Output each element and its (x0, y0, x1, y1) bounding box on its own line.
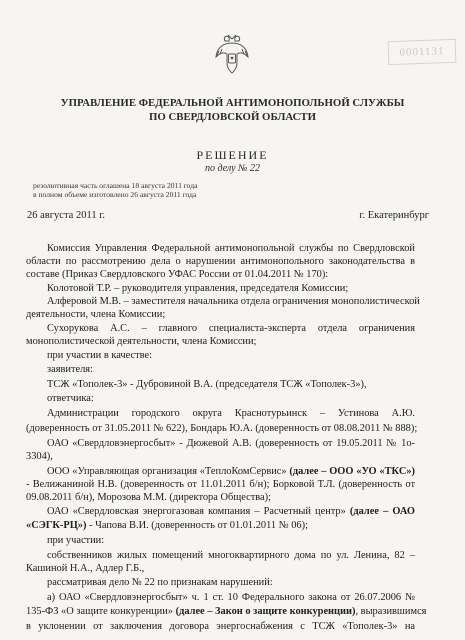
body-line (26, 423, 418, 435)
text-segment: (доверенность от 31.05.2011 № 622), Бондарь Ю.А. (доверенность от 08.08.2011 № 888); (26, 423, 418, 434)
text-segment: в уклонении от заключения договора энергоснабжения с ТСЖ «Тополек-3» на (26, 621, 415, 632)
body-line (47, 243, 415, 255)
decision-city: г. Екатеринбург (359, 210, 429, 221)
text-segment: деятельности, члена Комиссии; (26, 309, 166, 320)
body-line (47, 379, 367, 391)
body-line (26, 336, 256, 348)
text-segment: Сухорукова А.С. – главного специалиста-эксперта отдела ограничения (47, 323, 415, 334)
body-line (47, 550, 415, 562)
body-line (26, 451, 53, 463)
body-line (47, 393, 94, 405)
text-segment: ОАО «Свердловэнергосбыт» - Дюжевой А.В. (доверенность от 19.05.2011 № 1о- (47, 438, 415, 449)
text-segment: ООО «Управляющая организация «ТеплоКомСервис» (47, 466, 290, 477)
text-segment: собственников жилых помещений многоквартирного дома по ул. Ленина, 82 – (47, 550, 415, 561)
text-segment: области по рассмотрению дела о нарушении антимонопольного законодательства в (26, 256, 415, 267)
text-segment: ОАО «Свердловская энергогазовая компания – Расчетный центр» (47, 506, 350, 517)
body-line (26, 606, 427, 618)
agency-name-line-2: ПО СВЕРДЛОВСКОЙ ОБЛАСТИ (148, 111, 317, 123)
body-line (47, 438, 415, 450)
decision-date: 26 августа 2011 г. (27, 210, 105, 221)
body-line (47, 283, 348, 295)
stamp: 0001131 (388, 39, 457, 65)
bold-text-segment: (далее – ООО «УО «ТКС») (289, 466, 415, 477)
body-line (26, 492, 271, 504)
coat-of-arms-icon (214, 33, 250, 75)
body-line (26, 269, 328, 281)
text-segment: 09.08.2011 б/н), Морозова М.М. (директора Общества); (26, 492, 271, 503)
text-segment: при участии в качестве: (47, 350, 153, 361)
body-line (47, 350, 152, 362)
text-segment: Кашиной Н.А., Адлер Г.Б., (26, 563, 145, 574)
agency-name-line-1: УПРАВЛЕНИЕ ФЕДЕРАЛЬНОЙ АНТИМОНОПОЛЬНОЙ СЛУЖБЫ (60, 97, 405, 109)
text-segment: ТСЖ «Тополек-3» - Дубровиной В.А. (председателя ТСЖ «Тополек-3»), (47, 379, 367, 390)
body-line (47, 535, 104, 547)
body-line (26, 309, 165, 321)
body-line (47, 296, 420, 308)
full-text-date-line: в полном объеме изготовлено 26 августа 2011 года (33, 190, 197, 199)
text-segment: рассматривая дело № 22 по признакам нарушений: (47, 577, 273, 588)
body-line (47, 577, 273, 589)
case-number: по делу № 22 (205, 163, 260, 174)
body-line (47, 364, 93, 376)
text-segment: ответчика: (47, 393, 94, 404)
document-title: РЕШЕНИЕ (196, 148, 269, 162)
body-line (26, 520, 308, 532)
resolution-date-line: резолютивная часть оглашена 18 августа 2011 года (33, 181, 198, 190)
body-line (47, 466, 415, 478)
text-segment: а) ОАО «Свердловэнергосбыт» ч. 1 ст. 10 Федерального закона от 26.07.2006 № (47, 592, 415, 603)
text-segment: - Велижаниной Н.В. (доверенность от 11.01.2011 б/н); Борковой Т.Л. (доверенность от (26, 479, 415, 490)
text-segment: Комиссия Управления Федеральной антимонопольной службы по Свердловской (47, 243, 415, 254)
text-segment: Колотовой Т.Р. – руководителя управления, председателя Комиссии; (47, 283, 349, 294)
text-segment: составе (Приказ Свердловского УФАС России от 01.04.2011 № 170): (26, 269, 329, 280)
body-line (26, 563, 144, 575)
body-line (47, 408, 415, 420)
body-line (26, 256, 415, 268)
body-line (26, 479, 415, 491)
body-line (47, 592, 415, 604)
bold-text-segment: (далее – ОАО (349, 506, 415, 517)
text-segment: , выразившимся (355, 606, 427, 617)
body-line (47, 506, 415, 518)
bold-text-segment: «СЭГК-РЦ») (26, 520, 87, 531)
text-segment: монополистической деятельности, члена Комиссии; (26, 336, 257, 347)
text-segment: 135-ФЗ «О защите конкуренции» (26, 606, 176, 617)
text-segment: 3304), (26, 451, 53, 462)
body-line (47, 323, 415, 335)
text-segment: Алферовой М.В. – заместителя начальника отдела ограничения монополистической (47, 296, 420, 307)
text-segment: при участии: (47, 535, 105, 546)
text-segment: Администрации городского округа Краснотурьинск – Устинова А.Ю. (47, 408, 415, 419)
text-segment: - Чапова В.И. (доверенность от 01.01.2011 № 06); (86, 520, 308, 531)
body-line (26, 621, 415, 633)
bold-text-segment: (далее – Закон о защите конкуренции) (175, 606, 356, 617)
text-segment: заявителя: (47, 364, 93, 375)
